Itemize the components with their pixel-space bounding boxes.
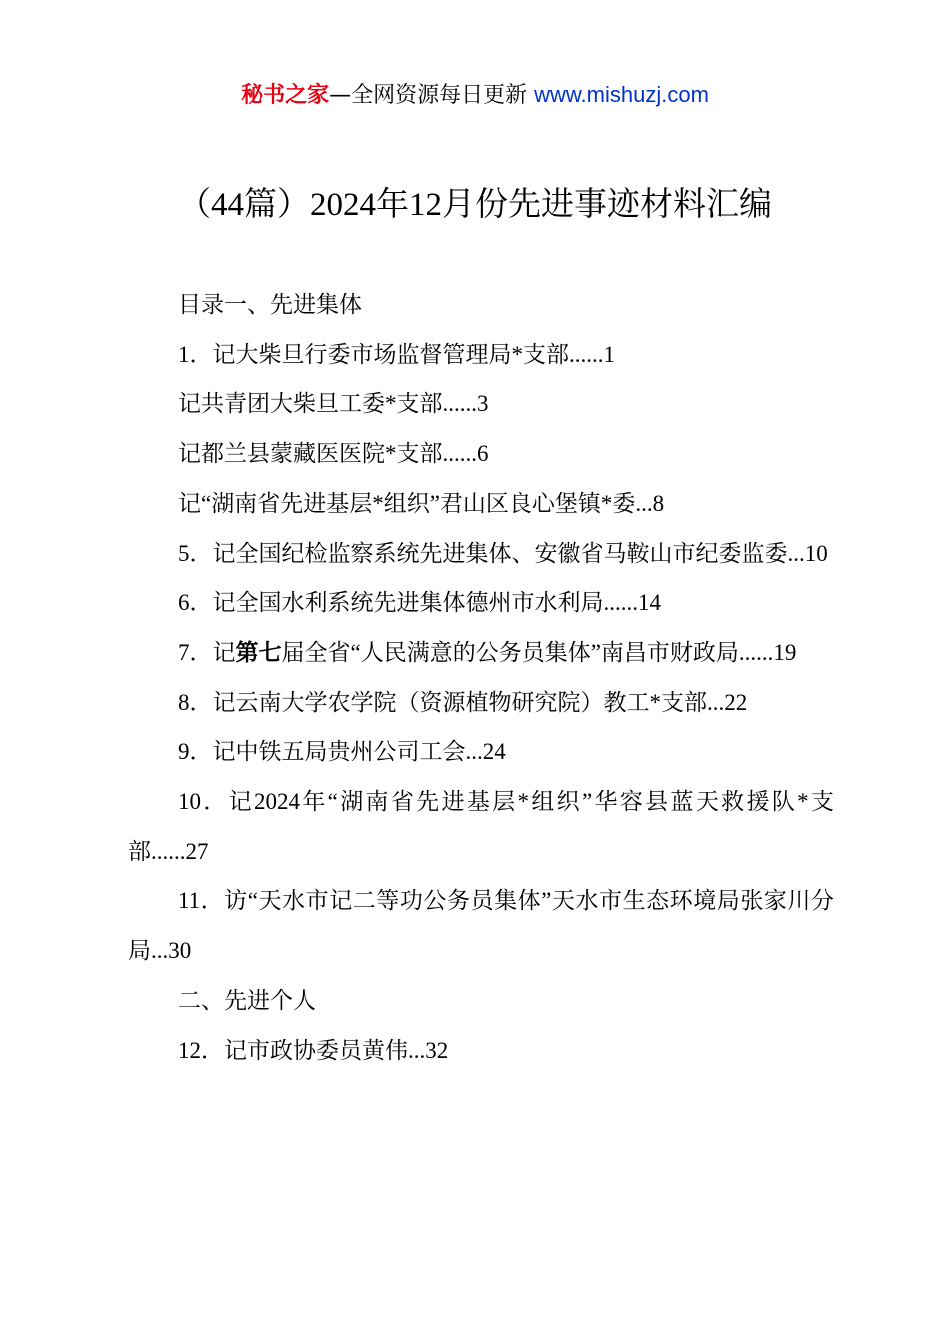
toc-section-heading: 目录一、先进集体	[178, 292, 362, 317]
toc-item: 10．记2024年“湖南省先进基层*组织”华容县蓝天救援队*支部......27	[128, 789, 834, 864]
table-of-contents	[128, 280, 834, 1075]
toc-item: 记共青团大柴旦工委*支部......3	[178, 391, 489, 417]
toc-item: 1．记大柴旦行委市场监督管理局*支部......1	[178, 341, 615, 367]
toc-item: 记都兰县蒙藏医医院*支部......6	[178, 441, 489, 467]
banner-brand: 秘书之家	[241, 83, 330, 108]
toc-item: 6．记全国水利系统先进集体德州市水利局......14	[178, 590, 661, 616]
banner-slogan: —全网资源每日更新	[329, 83, 535, 108]
toc-item: 9．记中铁五局贵州公司工会...24	[178, 739, 506, 765]
toc-section-heading: 二、先进个人	[178, 987, 316, 1013]
document-title: （44篇）2024年12月份先进事迹材料汇编	[178, 187, 772, 223]
toc-item-prefix: 7．记	[178, 639, 236, 665]
toc-item: 11．访“天水市记二等功公务员集体”天水市生态环境局张家川分局...30	[128, 888, 834, 964]
toc-item-suffix: 届全省“人民满意的公务员集体”南昌市财政局......19	[281, 639, 797, 665]
toc-item: 5．记全国纪检监察系统先进集体、安徽省马鞍山市纪委监委...10	[178, 540, 828, 566]
toc-item: 12．记市政协委员黄伟...32	[178, 1037, 449, 1063]
toc-item-emphasis: 第七	[235, 639, 282, 665]
toc-item	[128, 628, 834, 678]
site-banner	[0, 78, 950, 113]
toc-item: 记“湖南省先进基层*组织”君山区良心堡镇*委...8	[178, 490, 665, 516]
banner-url[interactable]: www.mishuzj.com	[534, 82, 709, 107]
toc-item: 8．记云南大学农学院（资源植物研究院）教工*支部...22	[178, 689, 748, 715]
